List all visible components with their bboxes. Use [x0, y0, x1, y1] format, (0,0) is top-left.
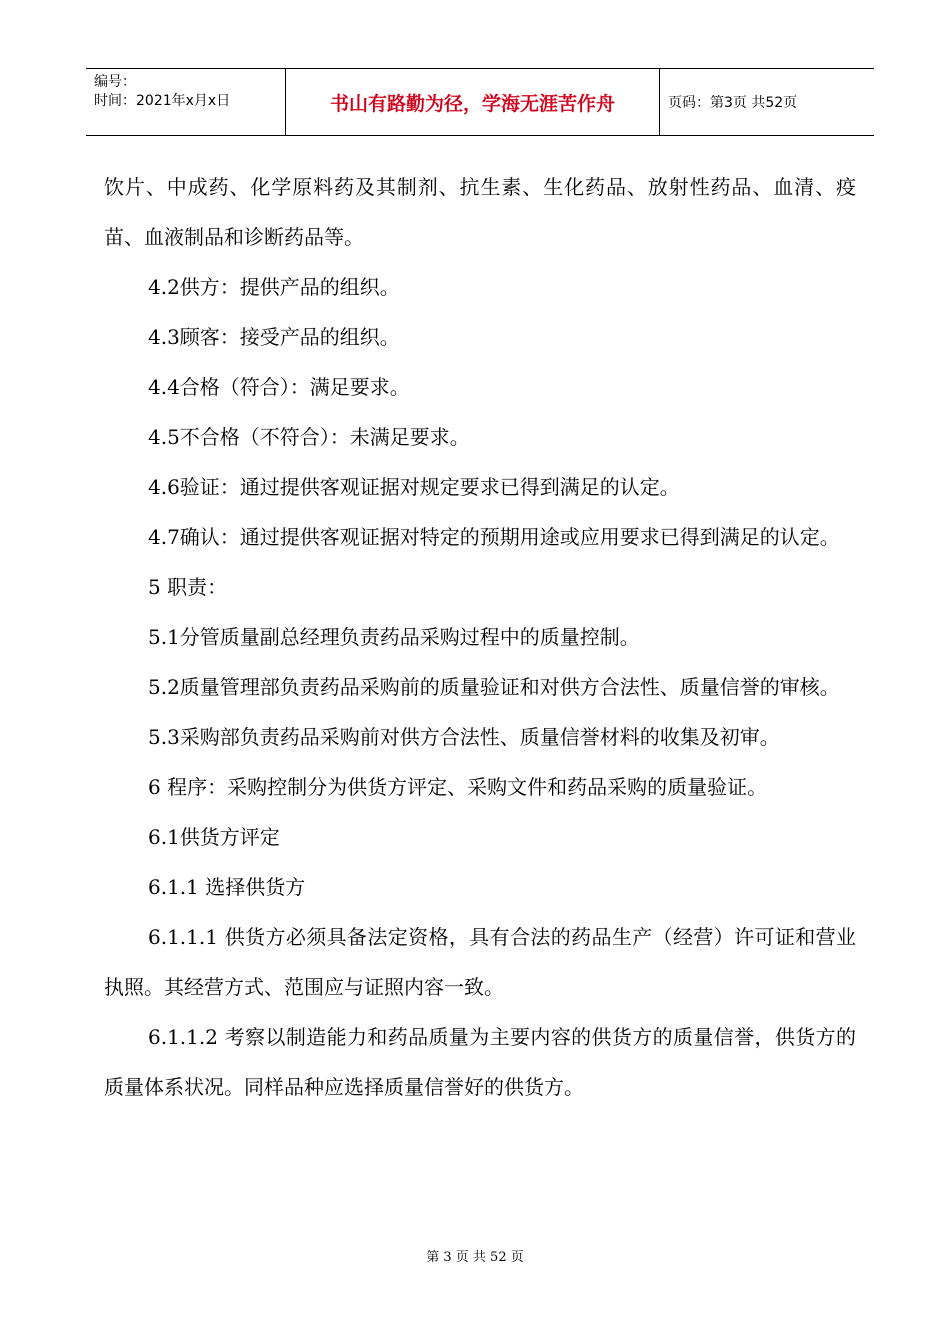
- section-heading: 6.1.1 选择供货方: [148, 875, 306, 899]
- page-header: [86, 68, 874, 136]
- paragraph: 6.1.1.1 供货方必须具备法定资格，具有合法的药品生产（经营）许可证和营业执照。其经营方式、范围应与证照内容一致。: [104, 925, 856, 999]
- paragraph: 5.1分管质量副总经理负责药品采购过程中的质量控制。: [148, 625, 640, 649]
- section-heading: 6 程序：采购控制分为供货方评定、采购文件和药品采购的质量验证。: [148, 775, 768, 799]
- section-heading: 6.1供货方评定: [148, 825, 280, 849]
- paragraph: 4.3顾客：接受产品的组织。: [148, 325, 400, 349]
- page-footer: 第 3 页 共 52 页: [426, 1250, 524, 1265]
- paragraph: 5.2质量管理部负责药品采购前的质量验证和对供方合法性、质量信誉的审核。: [148, 675, 840, 699]
- document-time-label: 时间：2021年x月x日: [94, 93, 231, 109]
- document-number-label: 编号：: [94, 74, 136, 90]
- paragraph: 4.2供方：提供产品的组织。: [148, 275, 400, 299]
- paragraph: 5.3采购部负责药品采购前对供方合法性、质量信誉材料的收集及初审。: [148, 725, 780, 749]
- paragraph: 4.4合格（符合）：满足要求。: [148, 375, 410, 399]
- header-meta: [86, 69, 286, 135]
- paragraph: 4.5不合格（不符合）：未满足要求。: [148, 425, 470, 449]
- paragraph: 6.1.1.2 考察以制造能力和药品质量为主要内容的供货方的质量信誉，供货方的质量体系状况。同样品种应选择质量信誉好的供货方。: [104, 1025, 856, 1099]
- header-page-info: 页码：第3页 共52页: [668, 95, 798, 111]
- paragraph: 饮片、中成药、化学原料药及其制剂、抗生素、生化药品、放射性药品、血清、疫苗、血液制品和诊断药品等。: [104, 175, 856, 249]
- paragraph: 4.7确认：通过提供客观证据对特定的预期用途或应用要求已得到满足的认定。: [148, 525, 840, 549]
- section-heading: 5 职责：: [148, 575, 228, 599]
- paragraph: 4.6验证：通过提供客观证据对规定要求已得到满足的认定。: [148, 475, 680, 499]
- document-body: [104, 162, 856, 1112]
- header-motto: 书山有路勤为径，学海无涯苦作舟: [286, 69, 660, 135]
